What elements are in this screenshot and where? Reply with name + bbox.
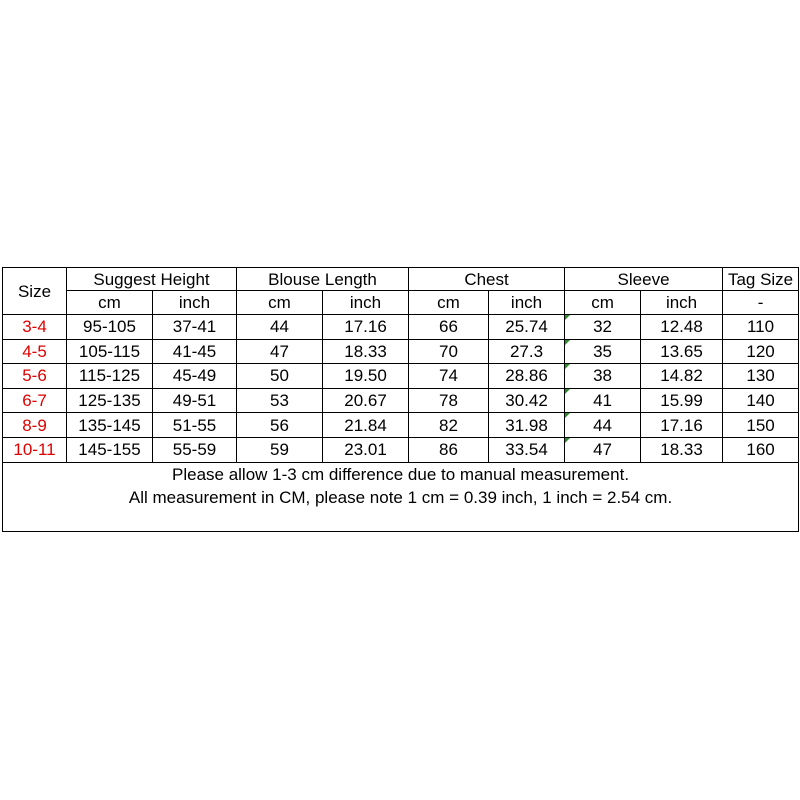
note-conversion: All measurement in CM, please note 1 cm = 0.39 inch, 1 inch = 2.54 cm. — [128, 487, 673, 507]
chest-cm-cell: 78 — [409, 388, 489, 413]
length-inch-cell: 17.16 — [323, 315, 409, 340]
sleeve-cm-cell: 44 — [565, 413, 641, 438]
chest-header: Chest — [409, 268, 565, 291]
height-cm-cell: 125-135 — [67, 388, 153, 413]
chest-inch-cell: 27.3 — [489, 339, 565, 364]
note-tolerance: Please allow 1-3 cm difference due to manual measurement. — [172, 464, 630, 484]
unit-chest-cm: cm — [409, 291, 489, 315]
chest-inch-cell: 28.86 — [489, 364, 565, 389]
unit-length-inch: inch — [323, 291, 409, 315]
height-inch-cell: 37-41 — [153, 315, 237, 340]
sleeve-inch-cell: 12.48 — [641, 315, 723, 340]
unit-tag: - — [723, 291, 799, 315]
tag-size-cell: 160 — [723, 437, 799, 462]
chest-cm-cell: 66 — [409, 315, 489, 340]
table-row — [3, 339, 799, 364]
tag-size-cell: 120 — [723, 339, 799, 364]
chest-cm-cell: 86 — [409, 437, 489, 462]
length-cm-cell: 53 — [237, 388, 323, 413]
size-cell: 5-6 — [3, 364, 67, 389]
header-row — [3, 268, 799, 291]
size-cell: 6-7 — [3, 388, 67, 413]
length-cm-cell: 59 — [237, 437, 323, 462]
length-cm-cell: 47 — [237, 339, 323, 364]
table-row — [3, 413, 799, 438]
height-inch-cell: 45-49 — [153, 364, 237, 389]
table-row — [3, 364, 799, 389]
height-inch-cell: 49-51 — [153, 388, 237, 413]
size-header: Size — [3, 268, 67, 315]
length-inch-cell: 19.50 — [323, 364, 409, 389]
chest-inch-cell: 31.98 — [489, 413, 565, 438]
table-row — [3, 437, 799, 462]
height-cm-cell: 115-125 — [67, 364, 153, 389]
length-cm-cell: 44 — [237, 315, 323, 340]
length-inch-cell: 18.33 — [323, 339, 409, 364]
height-cm-cell: 95-105 — [67, 315, 153, 340]
chest-inch-cell: 25.74 — [489, 315, 565, 340]
notes-cell — [3, 462, 799, 531]
sleeve-cm-cell: 35 — [565, 339, 641, 364]
chest-cm-cell: 74 — [409, 364, 489, 389]
height-inch-cell: 41-45 — [153, 339, 237, 364]
sleeve-cm-cell: 38 — [565, 364, 641, 389]
table-row — [3, 315, 799, 340]
chest-cm-cell: 70 — [409, 339, 489, 364]
height-cm-cell: 105-115 — [67, 339, 153, 364]
height-cm-cell: 135-145 — [67, 413, 153, 438]
chest-cm-cell: 82 — [409, 413, 489, 438]
sleeve-inch-cell: 17.16 — [641, 413, 723, 438]
size-cell: 8-9 — [3, 413, 67, 438]
tag-size-cell: 150 — [723, 413, 799, 438]
chest-inch-cell: 33.54 — [489, 437, 565, 462]
size-chart-table — [2, 267, 799, 532]
sleeve-inch-cell: 14.82 — [641, 364, 723, 389]
sleeve-inch-cell: 18.33 — [641, 437, 723, 462]
unit-sleeve-cm: cm — [565, 291, 641, 315]
table-row — [3, 388, 799, 413]
length-cm-cell: 50 — [237, 364, 323, 389]
length-cm-cell: 56 — [237, 413, 323, 438]
unit-height-cm: cm — [67, 291, 153, 315]
sleeve-inch-cell: 13.65 — [641, 339, 723, 364]
height-cm-cell: 145-155 — [67, 437, 153, 462]
sleeve-header: Sleeve — [565, 268, 723, 291]
sleeve-cm-cell: 32 — [565, 315, 641, 340]
length-inch-cell: 21.84 — [323, 413, 409, 438]
unit-sleeve-inch: inch — [641, 291, 723, 315]
length-inch-cell: 23.01 — [323, 437, 409, 462]
unit-length-cm: cm — [237, 291, 323, 315]
size-cell: 3-4 — [3, 315, 67, 340]
size-cell: 10-11 — [3, 437, 67, 462]
unit-row — [3, 291, 799, 315]
height-inch-cell: 55-59 — [153, 437, 237, 462]
unit-height-inch: inch — [153, 291, 237, 315]
tag-size-cell: 110 — [723, 315, 799, 340]
chest-inch-cell: 30.42 — [489, 388, 565, 413]
tag-size-cell: 140 — [723, 388, 799, 413]
sleeve-inch-cell: 15.99 — [641, 388, 723, 413]
notes-row — [3, 462, 799, 531]
length-inch-cell: 20.67 — [323, 388, 409, 413]
tag-size-header: Tag Size — [723, 268, 799, 291]
tag-size-cell: 130 — [723, 364, 799, 389]
unit-chest-inch: inch — [489, 291, 565, 315]
suggest-height-header: Suggest Height — [67, 268, 237, 291]
sleeve-cm-cell: 41 — [565, 388, 641, 413]
size-cell: 4-5 — [3, 339, 67, 364]
sleeve-cm-cell: 47 — [565, 437, 641, 462]
blouse-length-header: Blouse Length — [237, 268, 409, 291]
height-inch-cell: 51-55 — [153, 413, 237, 438]
